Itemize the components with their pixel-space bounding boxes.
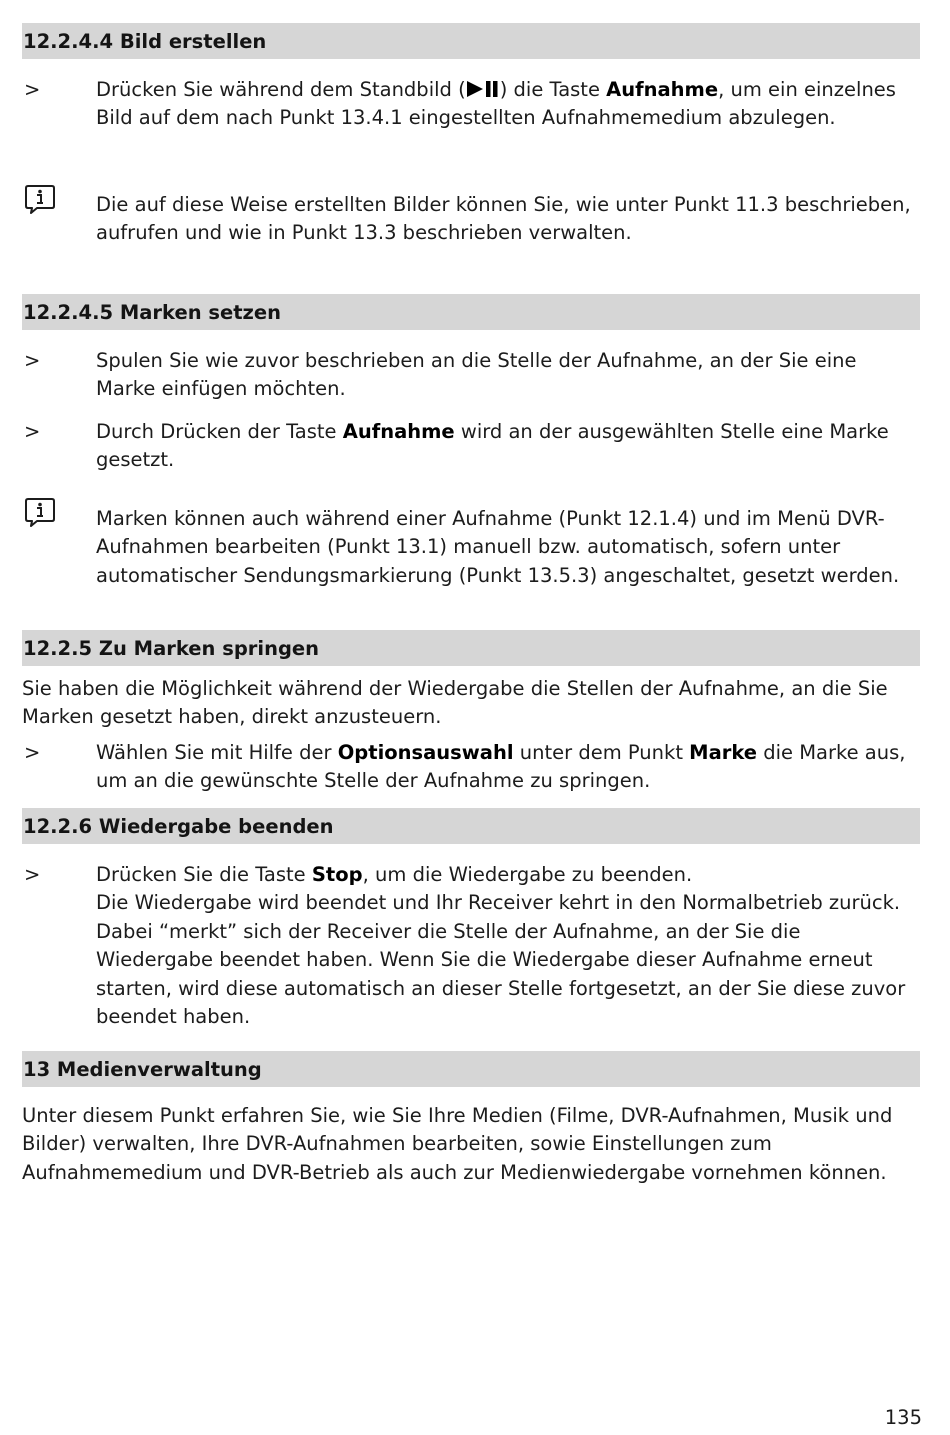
text-segment: , um die Wiedergabe zu beenden.: [362, 863, 693, 886]
text-segment: Die Wiedergabe wird beendet und Ihr Receiver kehrt in den Normalbetrieb zurück. Dabei “merkt” sich der Receiver die Stelle der Aufnahme, an der Sie die Wiedergabe beendet haben. Wenn Sie die Wiedergabe dieser Aufnahme erneut starten, wird diese automatisch an dieser Stelle fortgesetzt, an der Sie diese zuvor beendet haben.: [96, 891, 906, 1029]
text-segment: die Marke aus, um an die gewünschte Stelle der Aufnahme zu springen.: [96, 741, 906, 793]
text-segment: Drücken Sie die Taste: [96, 863, 312, 886]
text-segment: unter dem Punkt: [513, 741, 690, 764]
key-marke: Marke: [689, 741, 758, 764]
key-aufnahme: Aufnahme: [606, 78, 719, 101]
heading-marken-springen: 12.2.5 Zu Marken springen: [22, 630, 920, 666]
text-segment: , um ein einzelnes Bild auf dem nach Punkt 13.4.1 eingestellten Aufnahmemedium abzulegen.: [96, 78, 896, 130]
bullet-marke-spulen: Spulen Sie wie zuvor beschrieben an die Stelle der Aufnahme, an der Sie eine Marke einfügen möchten.: [96, 349, 857, 401]
bullet-bild-erstellen: [96, 76, 922, 133]
text-segment: Durch Drücken der Taste: [96, 420, 343, 443]
text-segment: Wählen Sie mit Hilfe der: [96, 741, 338, 764]
bullet-marker: >: [24, 741, 41, 764]
info-icon: [24, 497, 56, 527]
text-segment: Drücken Sie während dem Standbild (: [96, 78, 466, 101]
key-stop: Stop: [311, 863, 363, 886]
bullet-wiedergabe-beenden: [96, 861, 922, 1031]
info-marken-setzen: Marken können auch während einer Aufnahme (Punkt 12.1.4) und im Menü DVR-Aufnahmen bearbeiten (Punkt 13.1) manuell bzw. automatisch, sofern unter automatischer Sendungsmarkierung (Punkt 13.5.3) angeschaltet, gesetzt werden.: [96, 507, 900, 587]
info-bild-erstellen: Die auf diese Weise erstellten Bilder können Sie, wie unter Punkt 11.3 beschrieben, aufrufen und wie in Punkt 13.3 beschrieben verwalten.: [96, 193, 911, 245]
heading-wiedergabe-beenden: 12.2.6 Wiedergabe beenden: [22, 808, 920, 844]
text-segment: wird an der ausgewählten Stelle eine Marke gesetzt.: [96, 420, 889, 472]
key-optionsauswahl: Optionsauswahl: [337, 741, 514, 764]
text-segment: ) die Taste: [499, 78, 607, 101]
key-aufnahme: Aufnahme: [342, 420, 455, 443]
bullet-marker: >: [24, 349, 41, 372]
info-icon: [24, 184, 56, 214]
play-pause-icon: [466, 80, 500, 98]
intro-marken-springen: Sie haben die Möglichkeit während der Wiedergabe die Stellen der Aufnahme, an die Sie Marken gesetzt haben, direkt anzusteuern.: [22, 677, 888, 729]
heading-marken-setzen: 12.2.4.5 Marken setzen: [22, 294, 920, 330]
bullet-marker: >: [24, 420, 41, 443]
bullet-marke-setzen: [96, 418, 922, 475]
bullet-marker: >: [24, 78, 41, 101]
intro-medienverwaltung: Unter diesem Punkt erfahren Sie, wie Sie Ihre Medien (Filme, DVR-Aufnahmen, Musik und Bilder) verwalten, Ihre DVR-Aufnahmen bearbeiten, sowie Einstellungen zum Aufnahmemedium und DVR-Betrieb als auch zur Medienwiedergabe vornehmen können.: [22, 1104, 893, 1184]
page-number: 135: [884, 1406, 922, 1429]
heading-medienverwaltung: 13 Medienverwaltung: [22, 1051, 920, 1087]
bullet-marke-waehlen: [96, 739, 922, 796]
heading-bild-erstellen: 12.2.4.4 Bild erstellen: [22, 23, 920, 59]
bullet-marker: >: [24, 863, 41, 886]
